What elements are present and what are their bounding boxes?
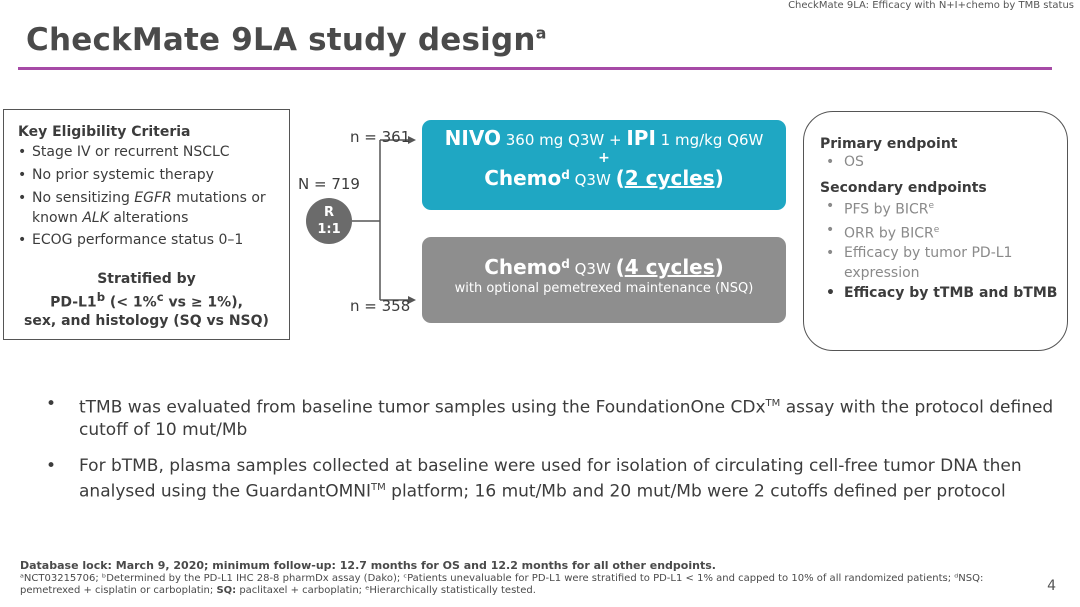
- primary-endpoint-title: Primary endpoint: [820, 136, 958, 152]
- alk-gene: ALK: [82, 210, 109, 226]
- paren: ): [714, 166, 724, 190]
- footnote-mark: d: [561, 168, 570, 182]
- footnote-mark: d: [561, 257, 570, 271]
- text: pemetrexed + cisplatin or carboplatin;: [20, 585, 217, 596]
- eligibility-title: Key Eligibility Criteria: [18, 124, 191, 140]
- nivo-dose: 360 mg Q3W +: [500, 131, 627, 149]
- body-bullet: [46, 455, 1061, 503]
- randomization-label: R: [323, 205, 334, 220]
- arm2-chemo-line: [422, 255, 786, 279]
- text: SQ:: [216, 585, 237, 596]
- page-number: 4: [1047, 578, 1056, 594]
- endpoint-item: • OS: [820, 152, 1067, 172]
- text: (< 1%: [105, 294, 157, 311]
- primary-endpoint-list: [820, 152, 1067, 172]
- endpoint-item: [820, 196, 1067, 220]
- text: PD-L1: [50, 294, 97, 311]
- paren: (: [615, 255, 625, 279]
- text: assay with the protocol defined cutoff of 10 mut/Mb: [79, 397, 1054, 440]
- chemo-schedule: Q3W: [569, 171, 616, 189]
- chemo-schedule: Q3W: [569, 260, 616, 278]
- slide-title-text: CheckMate 9LA study design: [26, 22, 536, 58]
- total-n-label: N = 719: [298, 175, 360, 193]
- arm-nivo-ipi-chemo: [422, 120, 786, 210]
- database-lock-note: Database lock: March 9, 2020; minimum follow-up: 12.7 months for OS and 12.2 months for all other endpoints.: [20, 559, 716, 572]
- text: tTMB was evaluated from baseline tumor samples using the FoundationOne CDx: [79, 397, 766, 418]
- title-footnote-mark: a: [535, 23, 547, 43]
- endpoints-box: [803, 111, 1068, 351]
- trademark: TM: [765, 398, 781, 409]
- randomization-ratio: 1:1: [317, 222, 341, 237]
- endpoint-item: [820, 220, 1067, 244]
- chemo-label: Chemo: [484, 166, 562, 190]
- arm2-n-label: n = 358: [350, 297, 411, 315]
- arm1-n-label: n = 361: [350, 128, 411, 146]
- footnote-mark: e: [928, 201, 934, 211]
- footnote-mark: e: [933, 224, 940, 235]
- footnotes: [20, 559, 1020, 597]
- text: alterations: [108, 210, 189, 226]
- text: platform; 16 mut/Mb and 20 mut/Mb were 2 cutoffs defined per protocol: [385, 481, 1006, 502]
- cycles-label: 2 cycles: [624, 166, 715, 190]
- egfr-gene: EGFR: [134, 190, 172, 206]
- text: paclitaxel + carboplatin; ᵉHierarchically statistically tested.: [236, 585, 536, 596]
- randomization-circle: [306, 198, 352, 244]
- text: mutations or known: [32, 190, 266, 226]
- paren: (: [615, 166, 625, 190]
- cycles-label: 4 cycles: [624, 255, 715, 279]
- eligibility-item: • No prior systemic therapy: [18, 165, 289, 186]
- nivo-label: NIVO: [444, 126, 501, 150]
- text: PFS by BICR: [844, 201, 929, 218]
- paren: ): [714, 255, 724, 279]
- strat-line: sex, and histology (SQ vs NSQ): [24, 312, 269, 329]
- footnote-mark: c: [156, 290, 164, 304]
- arm1-drugs-line: [422, 126, 786, 150]
- footnote-mark: b: [96, 290, 106, 304]
- secondary-endpoints-title: Secondary endpoints: [820, 180, 987, 196]
- maintenance-note: with optional pemetrexed maintenance (NSQ): [454, 281, 754, 296]
- chemo-label: Chemo: [484, 255, 562, 279]
- text: No sensitizing: [32, 190, 135, 206]
- secondary-endpoint-list: [820, 196, 1067, 303]
- endpoint-item-highlight: • Efficacy by tTMB and bTMB: [820, 283, 1067, 303]
- text: vs ≥ 1%),: [163, 294, 243, 311]
- body-bullets: [46, 393, 1061, 516]
- trademark: TM: [371, 481, 386, 493]
- arm-chemo-only: [422, 237, 786, 323]
- ipi-dose: 1 mg/kg Q6W: [655, 131, 764, 149]
- text: For bTMB, plasma samples collected at baseline were used for isolation of circulating cell-free tumor DNA then analysed using the GuardantOMNI: [79, 455, 1022, 502]
- endpoint-item: • Efficacy by tumor PD-L1 expression: [820, 243, 1067, 283]
- eligibility-item: • Stage IV or recurrent NSCLC: [18, 142, 289, 163]
- header-note: CheckMate 9LA: Efficacy with N+I+chemo by TMB status: [788, 0, 1074, 11]
- text: ORR by BICR: [844, 225, 934, 242]
- footnote-line: ᵃNCT03215706; ᵇDetermined by the PD-L1 IHC 28-8 pharmDx assay (Dako); ᶜPatients unevaluable for PD-L1 were stratified to PD-L1 < 1% and capped to 10% of all randomized patients; ᵈNSQ:: [20, 573, 984, 584]
- ipi-label: IPI: [626, 126, 656, 150]
- plus-sign: +: [598, 150, 610, 166]
- footnote-line: [20, 585, 1020, 597]
- eligibility-item: • ECOG performance status 0–1: [18, 230, 289, 251]
- arm1-chemo-line: [422, 166, 786, 190]
- body-bullet: [46, 393, 1061, 441]
- strat-line: Stratified by: [97, 271, 196, 287]
